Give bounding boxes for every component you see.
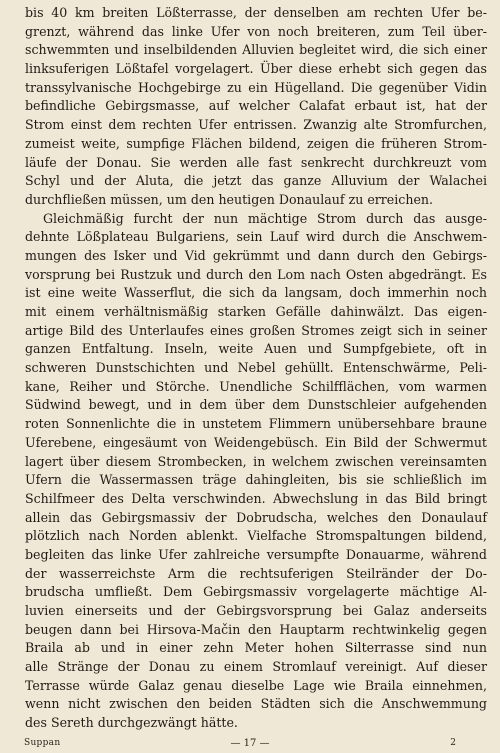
page-number: — 17 — (230, 738, 270, 749)
text-line: bis 40 km breiten Lößterrasse, der denselben am rechten Ufer be- (25, 5, 487, 20)
text-line: Strom einst dem rechten Ufer entrissen. Zwanzig alte Stromfurchen, (25, 117, 487, 133)
text-line: durchfließen müssen, um den heutigen Donaulauf zu erreichen. (25, 191, 434, 207)
text-line: allein das Gebirgsmassiv der Dobrudscha, welches den Donaulauf (25, 509, 487, 525)
text-line: dehnte Lößplateau Bulgariens, sein Lauf wird durch die Anschwem- (25, 229, 487, 245)
text-line: lagert über diesem Strombecken, in welchem zwischen vereinsamten (25, 453, 487, 469)
text-line: Südwind bewegt, und in dem über dem Dunstschleier aufgehenden (25, 397, 487, 413)
text-line: Terrasse würde Galaz genau dieselbe Lage wie Braila einnehmen, (25, 677, 487, 693)
text-line: grenzt, während das linke Ufer von noch breiteren, zum Teil über- (25, 23, 487, 39)
text-line: befindliche Gebirgsmasse, auf welcher Calafat erbaut ist, hat der (25, 98, 487, 114)
paragraph-2 (25, 210, 487, 733)
text-line: wenn nicht zwischen den beiden Städten sich die Anschwemmung (25, 696, 487, 712)
text-line: der wasserreichste Arm die rechtsuferigen Steilränder der Do- (25, 565, 487, 581)
text-line: schweren Dunstschichten und Nebel gehüllt. Entenschwärme, Peli- (25, 360, 487, 376)
text-line: schwemmten und inselbildenden Alluvien begleitet wird, die sich einer (25, 42, 487, 58)
text-line: kane, Reiher und Störche. Unendliche Schilfflächen, vom warmen (25, 378, 487, 394)
text-line: Braila ab und in einer zehn Meter hohen Silterrasse sind nun (25, 640, 487, 656)
text-line: läufe der Donau. Sie werden alle fast senkrecht durchkreuzt vom (25, 154, 487, 170)
text-line: mit einem verhältnismäßig starken Gefälle dahinwälzt. Das eigen- (25, 304, 487, 319)
text-line: vorsprung bei Rustzuk und durch den Lom nach Osten abgedrängt. Es (25, 266, 487, 282)
text-line: plötzlich nach Norden ablenkt. Vielfache Stromspaltungen bildend, (25, 528, 487, 544)
text-line: Schilfmeer des Delta verschwinden. Abwechslung in das Bild bringt (25, 490, 487, 506)
text-line: Ufern die Wassermassen träge dahingleiten, bis sie schließlich im (25, 472, 487, 488)
signature-number: 2 (450, 738, 456, 748)
text-line: Schyl und der Aluta, die jetzt das ganze Alluvium der Walachei (25, 173, 487, 189)
text-line: mungen des Isker und Vid gekrümmt und dann durch den Gebirgs- (25, 247, 487, 263)
footer-author: Suppan (24, 738, 61, 748)
text-line: zumeist weite, sumpfige Flächen bildend, zeigen die früheren Strom- (25, 135, 487, 151)
text-line: artige Bild des Unterlaufes eines großen Stromes zeigt sich in seiner (25, 322, 487, 338)
body-text (25, 4, 487, 733)
paragraph-1 (25, 4, 487, 210)
text-line: brudscha umfließt. Dem Gebirgsmassiv vorgelagerte mächtige Al- (25, 584, 487, 600)
page-footer (0, 738, 500, 752)
text-line: luvien einerseits und der Gebirgsvorsprung bei Galaz anderseits (25, 603, 487, 618)
text-line: ganzen Entfaltung. Inseln, weite Auen und Sumpfgebiete, oft in (25, 341, 487, 357)
text-line: alle Stränge der Donau zu einem Stromlauf vereinigt. Auf dieser (25, 659, 487, 675)
text-line: linksuferigen Lößtafel vorgelagert. Über diese erhebt sich gegen das (25, 61, 487, 77)
text-line: begleiten das linke Ufer zahlreiche versumpfte Donauarme, während (25, 546, 487, 562)
text-line: des Sereth durchgezwängt hätte. (25, 715, 238, 731)
text-line: beugen dann bei Hirsova-Mačin den Hauptarm rechtwinkelig gegen (25, 621, 487, 637)
text-line: Uferebene, eingesäumt von Weidengebüsch. Ein Bild der Schwermut (25, 434, 487, 450)
text-line: roten Sonnenlichte die in unstetem Flimmern unübersehbare braune (25, 416, 487, 432)
text-line: ist eine weite Wasserflut, die sich da langsam, doch immerhin noch (25, 285, 487, 301)
text-line: transsylvanische Hochgebirge zu ein Hügelland. Die gegenüber Vidin (25, 79, 487, 95)
text-line: Gleichmäßig furcht der nun mächtige Strom durch das ausge- (43, 210, 487, 226)
